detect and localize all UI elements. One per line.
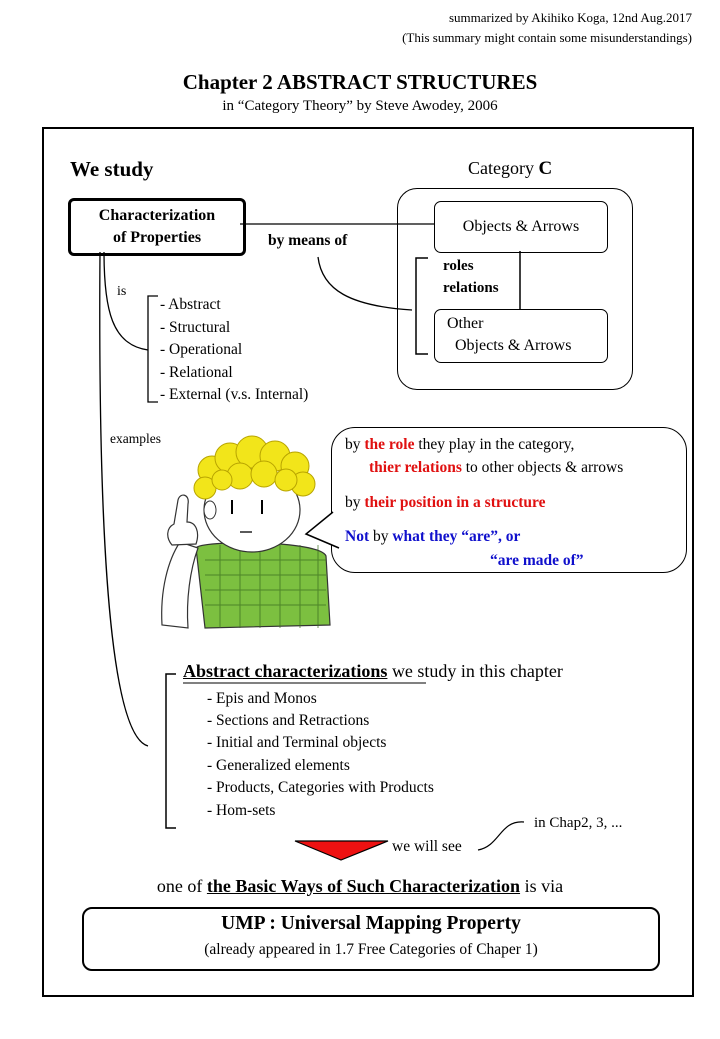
by-means-of-label: by means of: [268, 232, 348, 249]
property-item: - Abstract: [160, 296, 221, 313]
chapter-item: - Initial and Terminal objects: [207, 734, 387, 751]
chapter-item: - Epis and Monos: [207, 690, 317, 707]
examples-label: examples: [110, 431, 161, 446]
chapter-item: - Generalized elements: [207, 757, 350, 774]
bubble-line1: by the role they play in the category,: [345, 436, 575, 453]
is-label: is: [117, 284, 127, 299]
chapter-item: - Hom-sets: [207, 802, 276, 819]
characterization-line2: of Properties: [112, 229, 202, 246]
in-chap-note: in Chap2, 3, ...: [534, 815, 623, 831]
bubble-line5: “are made of”: [490, 552, 584, 569]
property-item: - Structural: [160, 319, 231, 336]
ump-title: UMP : Universal Mapping Property: [221, 913, 521, 934]
we-will-see-label: we will see: [392, 838, 462, 855]
we-study-label: We study: [70, 157, 154, 181]
page-title: Chapter 2 ABSTRACT STRUCTURES: [182, 70, 538, 94]
bubble-line2: thier relations to other objects & arrows: [369, 459, 624, 476]
objects-arrows-label: Objects & Arrows: [462, 218, 580, 235]
chapter-heading: Abstract characterizations we study in this chapter: [183, 661, 563, 681]
disclaimer-line: (This summary might contain some misunderstandings): [402, 30, 692, 45]
property-item: - External (v.s. Internal): [160, 386, 309, 403]
other-label: Other: [447, 315, 484, 332]
property-item: - Relational: [160, 364, 233, 381]
ump-subtitle: (already appeared in 1.7 Free Categories of Chaper 1): [204, 941, 538, 958]
category-label-text: Category: [468, 158, 534, 178]
bubble-line4: Not by what they “are”, or: [345, 528, 521, 545]
relations-label: relations: [443, 280, 499, 296]
credit-line: summarized by Akihiko Koga, 12nd Aug.2017: [448, 10, 692, 25]
bubble-line3: by their position in a structure: [345, 494, 546, 511]
roles-label: roles: [443, 258, 474, 274]
characterization-line1: Characterization: [98, 207, 216, 224]
category-symbol: C: [538, 158, 553, 179]
other-objects-arrows-label: Objects & Arrows: [455, 337, 572, 354]
chapter-item: - Products, Categories with Products: [207, 779, 434, 796]
property-item: - Operational: [160, 341, 243, 358]
chapter-item: - Sections and Retractions: [207, 712, 370, 729]
page-subtitle: in “Category Theory” by Steve Awodey, 2006: [222, 98, 498, 114]
basic-ways-line: one of the Basic Ways of Such Characterization is via: [156, 876, 564, 896]
